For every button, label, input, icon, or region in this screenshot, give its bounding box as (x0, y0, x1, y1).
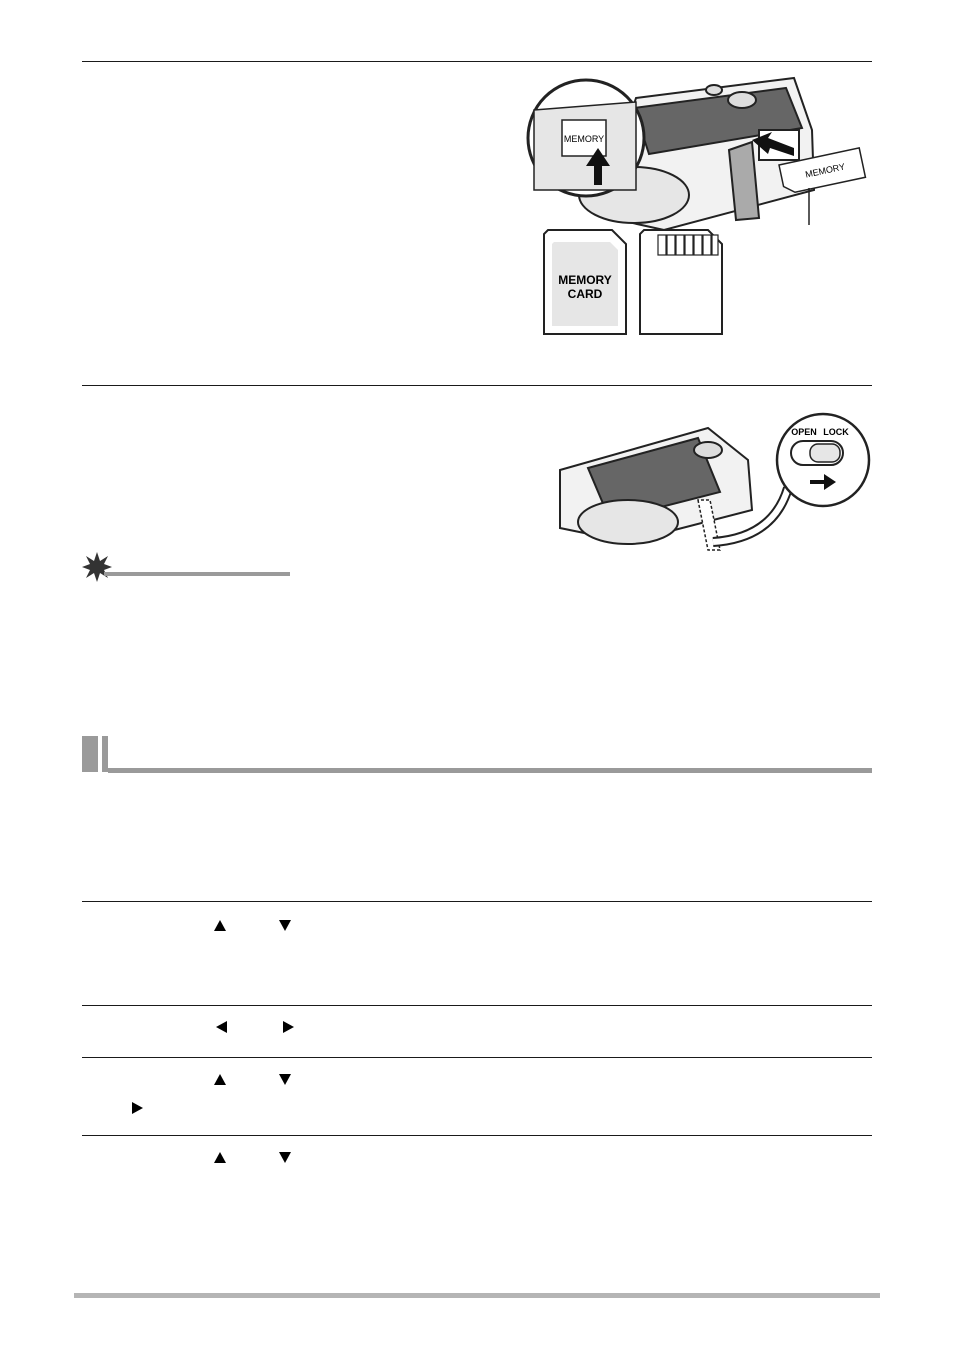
cover-close-illustration (548, 410, 873, 555)
step-divider-6 (82, 1135, 872, 1136)
triangle-down-icon (279, 920, 291, 931)
step-divider-1 (82, 61, 872, 62)
card-front-text-line2: CARD (567, 287, 603, 301)
triangle-right-icon (132, 1102, 143, 1114)
triangle-up-icon (214, 920, 226, 931)
step-divider-4 (82, 1005, 872, 1006)
triangle-left-icon (216, 1021, 227, 1033)
page-footer-bar (74, 1293, 880, 1298)
magnified-slot-illustration (528, 80, 644, 196)
card-front-text-line1: MEMORY (558, 273, 612, 287)
section-marker-bar (102, 736, 108, 772)
switch-open-label: OPEN (791, 427, 817, 437)
section-underline (108, 768, 872, 773)
loose-card-label: MEMORY (804, 161, 846, 180)
important-note-header (82, 548, 292, 582)
triangle-up-icon (214, 1074, 226, 1085)
triangle-right-icon (283, 1021, 294, 1033)
memory-card-insert-illustration (524, 70, 874, 345)
memory-card-back (640, 230, 722, 334)
section-marker-block (82, 736, 98, 772)
step-divider-2 (82, 385, 872, 386)
step-divider-5 (82, 1057, 872, 1058)
triangle-up-icon (214, 1152, 226, 1163)
switch-lock-label: LOCK (823, 427, 849, 437)
starburst-icon (82, 552, 112, 582)
memory-card-front (544, 230, 626, 334)
lock-switch-callout (777, 414, 869, 506)
important-underline (104, 572, 290, 576)
insert-card-label: MEMORY (563, 134, 605, 144)
triangle-down-icon (279, 1074, 291, 1085)
section-header (82, 736, 872, 774)
triangle-down-icon (279, 1152, 291, 1163)
step-divider-3 (82, 901, 872, 902)
